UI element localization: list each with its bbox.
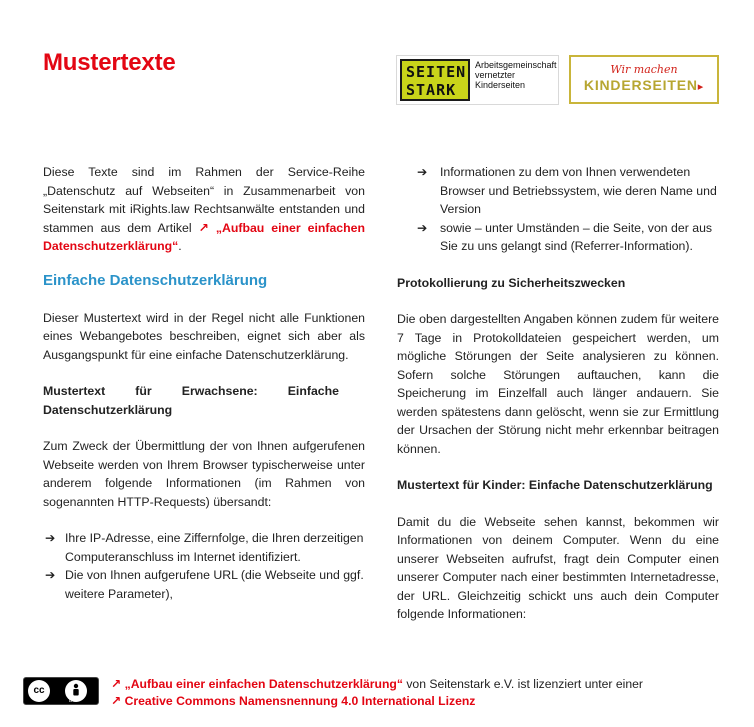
license-link[interactable]: ↗ Creative Commons Namensnennung 4.0 International Lizenz — [111, 694, 476, 708]
logo-caption-line: vernetzter — [475, 70, 516, 80]
seitenstark-logo-caption — [475, 60, 557, 90]
cursor-icon: ▸ — [697, 81, 705, 93]
list-item — [417, 219, 719, 256]
logo-caption-line: Arbeitsgemeinschaft — [475, 60, 557, 70]
section-paragraph: Dieser Mustertext wird in der Regel nicht alle Funktionen eines Webangebotes beschreiben, eignet sich aber als Ausgangspunkt für eine einfache Datenschutzerklärung. — [43, 310, 365, 362]
protocol-heading: Protokollierung zu Sicherheitszwecken — [397, 275, 626, 290]
logo-word-stark: STARK — [406, 81, 457, 99]
kinderseiten-logo[interactable] — [569, 55, 719, 104]
list-item-text: Informationen zu dem von Ihnen verwendeten Browser und Betriebssystem, wie deren Name und Version — [440, 165, 717, 216]
article-link[interactable]: ↗ „Aufbau einer einfachen Datenschutzerklärung“ — [43, 220, 366, 253]
license-text-span: von Seitenstark e.V. ist lizenziert unter einer — [402, 677, 643, 691]
adult-heading: Mustertext für Erwachsene: Einfache Datenschutzerklärung — [43, 384, 339, 417]
by-label: BY — [69, 698, 76, 704]
kinderseiten-logo-wordmark — [571, 77, 717, 93]
list-item — [417, 163, 719, 219]
seitenstark-logo[interactable] — [396, 55, 559, 105]
arrow-right-icon: ➔ — [417, 220, 428, 235]
creative-commons-badge[interactable] — [23, 677, 99, 705]
list-item — [43, 529, 365, 566]
license-line-2 — [111, 693, 643, 710]
logo-word-seiten: SEITEN — [406, 63, 467, 81]
license-text — [111, 676, 643, 710]
adult-paragraph: Zum Zweck der Übermittlung der von Ihnen aufgerufenen Webseite werden von Ihrem Browser typischerweise unter anderem folgende Informationen (im Rahmen von sogenannten HTTP-Requests) übersandt: — [43, 439, 365, 509]
browser-info-list — [417, 163, 719, 256]
list-item-text: Die von Ihnen aufgerufene URL (die Webseite und ggf. weitere Parameter), — [65, 568, 364, 601]
left-column — [43, 163, 365, 603]
intro-paragraph — [43, 163, 365, 256]
kids-heading: Mustertext für Kinder: Einfache Datenschutzerklärung — [397, 478, 713, 492]
cc-icon: cc — [28, 680, 50, 702]
section-heading: Einfache Datenschutzerklärung — [43, 271, 268, 289]
logo-caption-line: Kinderseiten — [475, 80, 526, 90]
kids-paragraph: Damit du die Webseite sehen kannst, bekommen wir Informationen von deinem Computer. Wenn du eine unserer Webseiten aufrufst, fragt dein Computer einen unserer Computer nach einer bestimmten Internetadresse, der URL. Gleichzeitig schickt uns auch dein Computer folgende Informationen: — [397, 514, 719, 621]
arrow-right-icon: ➔ — [417, 165, 428, 179]
intro-end: . — [178, 239, 182, 253]
list-item-text: sowie – unter Umständen – die Seite, von der aus Sie zu uns gelangt sind (Referrer-Information). — [440, 220, 713, 253]
intro-text: Diese Texte sind im Rahmen der Service-Reihe „Datenschutz auf Webseiten“ in Zusammenarbeit von Seitenstark mit iRights.law Rechtsanwälte entstanden und stammen aus dem Artikel — [43, 165, 365, 235]
page-title: Mustertexte — [43, 49, 176, 76]
adult-info-list — [43, 529, 365, 603]
list-item — [43, 566, 365, 603]
protocol-paragraph: Die oben dargestellten Angaben können zudem für weitere 7 Tage in Protokolldateien gespeichert werden, um mögliche Störungen der Seite analysieren zu können. Sofern solche Störungen auftauchen, kann die Speicherung im Einzelfall auch länger andauern. Sie werden spätestens dann gelöscht, wenn sie zur Ermittlung der Ursachen der Störung nicht mehr erkennbar beitragen können. — [397, 312, 719, 456]
footer-article-link[interactable]: ↗ „Aufbau einer einfachen Datenschutzerklärung“ — [111, 677, 403, 691]
kinderseiten-logo-tagline: Wir machen — [610, 63, 678, 76]
right-column — [397, 163, 719, 624]
list-item-text: Ihre IP-Adresse, eine Ziffernfolge, die Ihren derzeitigen Computeranschluss im Internet identifiziert. — [65, 531, 364, 564]
license-line-1 — [111, 676, 643, 693]
seitenstark-logo-mark — [400, 59, 470, 101]
arrow-right-icon: ➔ — [45, 568, 56, 582]
arrow-right-icon: ➔ — [45, 531, 56, 545]
kinderseiten-logo-text: KINDERSEITEN — [583, 77, 698, 93]
